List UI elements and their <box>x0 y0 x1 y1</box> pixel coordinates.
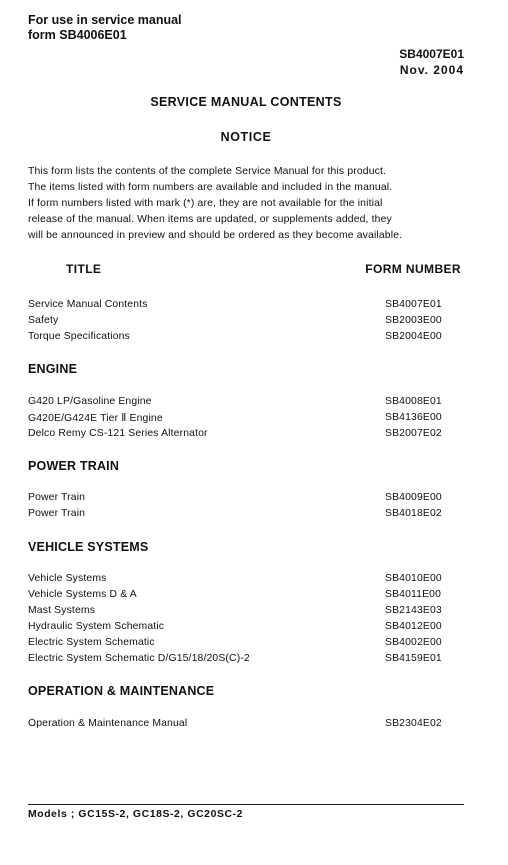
contents-row <box>28 299 450 315</box>
contents-row-title: Mast Systems <box>28 605 96 616</box>
notice-line: If form numbers listed with mark (*) are, they are not available for the initial <box>28 198 383 209</box>
contents-row-title: Torque Specifications <box>28 331 130 342</box>
contents-row-title: Electric System Schematic <box>28 637 155 648</box>
contents-row-form: SB2304E02 <box>385 718 442 729</box>
footer-divider <box>28 804 464 805</box>
contents-row-form: SB4010E00 <box>385 573 442 584</box>
contents-row <box>28 653 450 669</box>
contents-row-form: SB4012E00 <box>385 621 442 632</box>
contents-row-title: G420 LP/Gasoline Engine <box>28 396 152 407</box>
contents-row-title: Electric System Schematic D/G15/18/20S(C)-2 <box>28 653 250 664</box>
contents-row <box>28 621 450 637</box>
contents-row <box>28 492 450 508</box>
contents-row-form: SB4002E00 <box>385 637 442 648</box>
column-header-form-number: FORM NUMBER <box>365 262 461 276</box>
usage-note-line-1: For use in service manual <box>28 13 182 27</box>
form-reference <box>399 46 464 78</box>
notice-line: This form lists the contents of the complete Service Manual for this product. <box>28 166 387 177</box>
contents-row-title: Vehicle Systems <box>28 573 107 584</box>
contents-row-title: Safety <box>28 315 59 326</box>
form-date: Nov. 2004 <box>399 63 464 77</box>
contents-row-form: SB2143E03 <box>385 605 442 616</box>
contents-row <box>28 589 450 605</box>
contents-row-form: SB2004E00 <box>385 331 442 342</box>
notice-line: The items listed with form numbers are available and included in the manual. <box>28 182 393 193</box>
notice-body <box>28 164 473 244</box>
column-header-title: TITLE <box>66 262 102 276</box>
contents-row-form: SB4018E02 <box>385 508 442 519</box>
contents-row-title: Power Train <box>28 508 86 519</box>
contents-row-title: Hydraulic System Schematic <box>28 621 165 632</box>
contents-row <box>28 637 450 653</box>
contents-row-title: G420E/G424E Tier Ⅱ Engine <box>28 413 163 424</box>
notice-line: release of the manual. When items are updated, or supplements added, they <box>28 214 392 225</box>
page-title: SERVICE MANUAL CONTENTS <box>150 95 342 109</box>
section-heading-engine: ENGINE <box>28 362 78 376</box>
section-heading-vehicle-systems: VEHICLE SYSTEMS <box>28 540 149 554</box>
contents-row-form: SB4007E01 <box>385 299 442 310</box>
contents-row-title: Operation & Maintenance Manual <box>28 718 188 729</box>
contents-row <box>28 605 450 621</box>
usage-note <box>28 13 328 43</box>
section-heading-power-train: POWER TRAIN <box>28 459 120 473</box>
notice-heading: NOTICE <box>220 130 272 144</box>
models-footer: Models ; GC15S-2, GC18S-2, GC20SC-2 <box>28 809 244 820</box>
contents-row-title: Delco Remy CS-121 Series Alternator <box>28 428 208 439</box>
contents-row-title: Power Train <box>28 492 86 503</box>
contents-row <box>28 315 450 331</box>
notice-line: will be announced in preview and should be ordered as they become available. <box>28 230 403 241</box>
contents-row <box>28 428 450 444</box>
section-heading-operation-maintenance: OPERATION & MAINTENANCE <box>28 684 215 698</box>
contents-row-form: SB4011E00 <box>385 589 442 600</box>
contents-row-form: SB4136E00 <box>385 412 442 423</box>
contents-row <box>28 331 450 347</box>
form-number: SB4007E01 <box>399 47 464 61</box>
contents-row-form: SB4009E00 <box>385 492 442 503</box>
contents-row <box>28 508 450 524</box>
contents-row-title: Service Manual Contents <box>28 299 148 310</box>
contents-row-form: SB2007E02 <box>385 428 442 439</box>
contents-row-form: SB4159E01 <box>385 653 442 664</box>
contents-row-form: SB2003E00 <box>385 315 442 326</box>
contents-row <box>28 718 450 734</box>
contents-row <box>28 573 450 589</box>
contents-row <box>28 412 450 428</box>
contents-row-form: SB4008E01 <box>385 396 442 407</box>
usage-note-line-2: form SB4006E01 <box>28 28 127 42</box>
contents-row-title: Vehicle Systems D & A <box>28 589 137 600</box>
contents-row <box>28 396 450 412</box>
